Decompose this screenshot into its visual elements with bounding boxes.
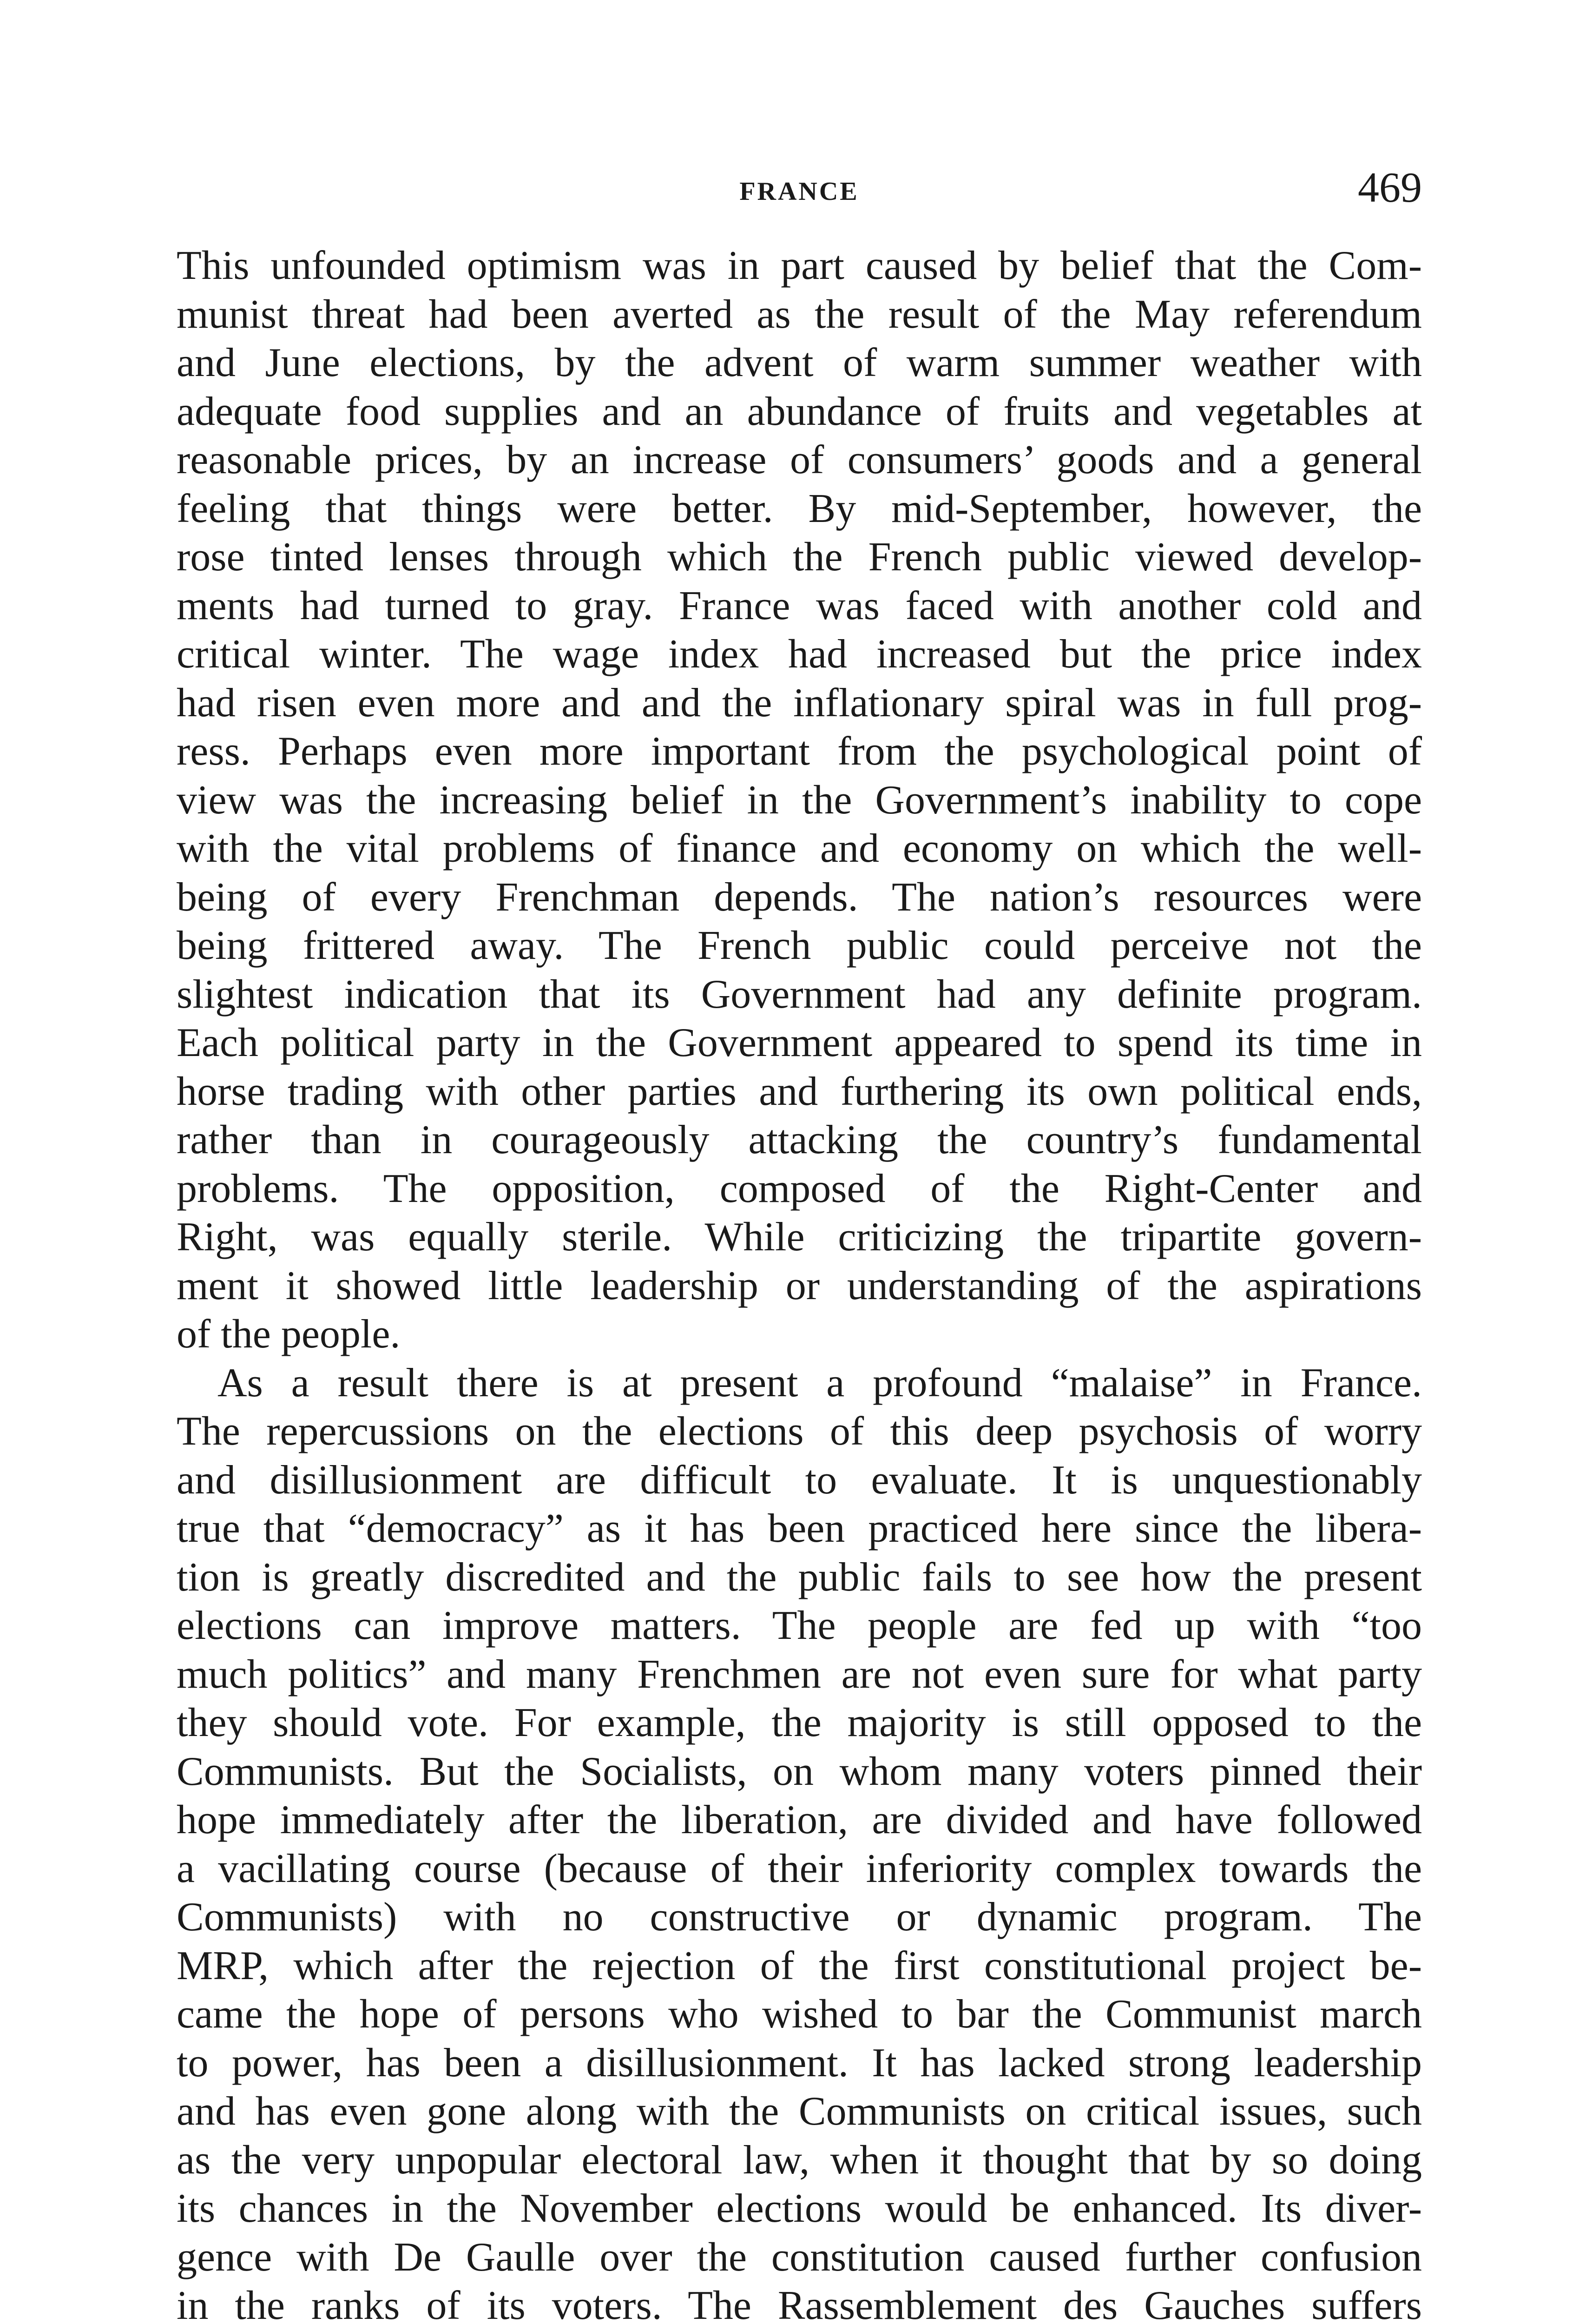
text-line: elections can improve matters. The people are fed up with “too: [177, 1603, 1422, 1648]
text-line: much politics” and many Frenchmen are not even sure for what party: [177, 1651, 1422, 1697]
text-line: true that “democracy” as it has been practiced here since the libera-: [177, 1506, 1422, 1551]
text-line: horse trading with other parties and furthering its own political ends,: [177, 1069, 1422, 1114]
text-line: hope immediately after the liberation, are divided and have followed: [177, 1797, 1422, 1842]
text-line: ment it showed little leadership or understanding of the aspirations: [177, 1263, 1422, 1308]
text-line: Communists. But the Socialists, on whom many voters pinned their: [177, 1749, 1422, 1794]
text-line: tion is greatly discredited and the public fails to see how the present: [177, 1554, 1422, 1600]
text-line: rather than in courageously attacking the country’s fundamental: [177, 1117, 1422, 1162]
text-line: they should vote. For example, the majority is still opposed to the: [177, 1700, 1422, 1745]
text-line: MRP, which after the rejection of the first constitutional project be-: [177, 1943, 1422, 1988]
text-line: in the ranks of its voters. The Rassemblement des Gauches suffers: [177, 2283, 1422, 2324]
text-line: reasonable prices, by an increase of consumers’ goods and a general: [177, 437, 1422, 482]
text-line: Communists) with no constructive or dynamic program. The: [177, 1895, 1422, 1940]
text-line: to power, has been a disillusionment. It has lacked strong leadership: [177, 2040, 1422, 2086]
text-line: Right, was equally sterile. While criticizing the tripartite govern-: [177, 1215, 1422, 1260]
running-title: FRANCE: [739, 177, 859, 206]
text-line: adequate food supplies and an abundance of fruits and vegetables at: [177, 389, 1422, 434]
text-line: with the vital problems of finance and economy on which the well-: [177, 826, 1422, 871]
text-line: The repercussions on the elections of this deep psychosis of worry: [177, 1409, 1422, 1454]
text-line: and has even gone along with the Communists on critical issues, such: [177, 2089, 1422, 2134]
text-line: came the hope of persons who wished to bar the Communist march: [177, 1992, 1422, 2037]
text-line: ress. Perhaps even more important from the psychological point of: [177, 729, 1422, 774]
text-line: had risen even more and and the inflationary spiral was in full prog-: [177, 680, 1422, 726]
paragraph-end-line: of the people.: [177, 1312, 401, 1357]
text-line: as the very unpopular electoral law, when it thought that by so doing: [177, 2137, 1422, 2183]
text-line: problems. The opposition, composed of the Right-Center and: [177, 1166, 1422, 1211]
text-line: ments had turned to gray. France was faced with another cold and: [177, 583, 1422, 628]
text-line: feeling that things were better. By mid-September, however, the: [177, 486, 1422, 531]
text-line: its chances in the November elections would be enhanced. Its diver-: [177, 2186, 1422, 2231]
text-line: view was the increasing belief in the Government’s inability to cope: [177, 777, 1422, 823]
text-line: and June elections, by the advent of warm summer weather with: [177, 340, 1422, 385]
text-line: gence with De Gaulle over the constitution caused further confusion: [177, 2234, 1422, 2280]
text-line: being frittered away. The French public could perceive not the: [177, 923, 1422, 968]
running-head: [177, 163, 1422, 218]
text-line: a vacillating course (because of their inferiority complex towards the: [177, 1846, 1422, 1891]
text-line: critical winter. The wage index had increased but the price index: [177, 632, 1422, 677]
page-number: 469: [1358, 164, 1422, 211]
text-line: Each political party in the Government appeared to spend its time in: [177, 1020, 1422, 1065]
body-text: [177, 242, 1422, 2324]
text-line: munist threat had been averted as the result of the May referendum: [177, 291, 1422, 337]
text-line: rose tinted lenses through which the French public viewed develop-: [177, 535, 1422, 580]
text-line: This unfounded optimism was in part caused by belief that the Com-: [177, 243, 1422, 288]
paragraph-start-line: As a result there is at present a profound “malaise” in France.: [217, 1360, 1422, 1406]
text-line: being of every Frenchman depends. The nation’s resources were: [177, 874, 1422, 920]
text-line: and disillusionment are difficult to evaluate. It is unquestionably: [177, 1457, 1422, 1503]
text-line: slightest indication that its Government had any definite program.: [177, 971, 1422, 1017]
